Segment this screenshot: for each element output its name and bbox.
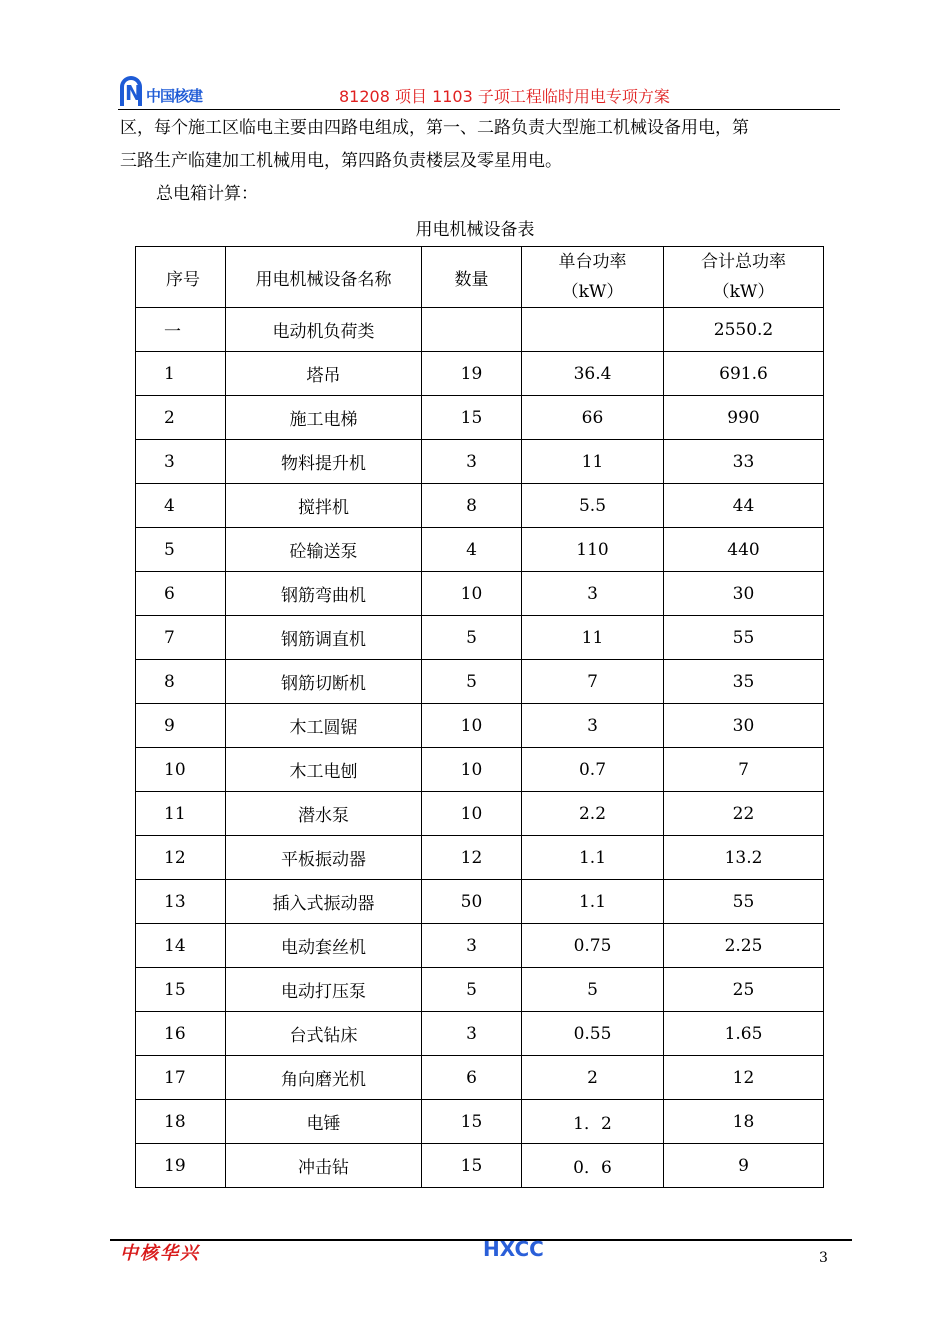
cell-unit-power: 7 xyxy=(522,660,664,704)
cell-total-power: 55 xyxy=(664,616,824,660)
cell-quantity xyxy=(422,308,522,352)
cell-unit-power: 0．6 xyxy=(522,1144,664,1188)
cell-unit-power: 0.7 xyxy=(522,748,664,792)
cell-unit-power: 66 xyxy=(522,396,664,440)
table-row xyxy=(136,968,824,1012)
cell-quantity: 10 xyxy=(422,572,522,616)
header-unit-power-line-1: 单台功率 xyxy=(558,252,627,272)
table-row xyxy=(136,528,824,572)
cell-unit-power: 3 xyxy=(522,704,664,748)
cell-unit-power: 1．2 xyxy=(522,1100,664,1144)
cell-total-power: 13.2 xyxy=(664,836,824,880)
cell-quantity: 10 xyxy=(422,792,522,836)
cell-total-power: 691.6 xyxy=(664,352,824,396)
cell-quantity: 12 xyxy=(422,836,522,880)
cell-seq: 18 xyxy=(136,1100,226,1144)
cell-unit-power xyxy=(522,308,664,352)
cell-quantity: 15 xyxy=(422,1100,522,1144)
table-row xyxy=(136,616,824,660)
cell-equipment-name: 钢筋调直机 xyxy=(226,616,422,660)
table-row xyxy=(136,1100,824,1144)
cell-total-power: 440 xyxy=(664,528,824,572)
cell-seq: 15 xyxy=(136,968,226,1012)
header-equipment-name: 用电机械设备名称 xyxy=(226,247,422,308)
cell-equipment-name: 电动打压泵 xyxy=(226,968,422,1012)
header-unit-power-line-2: （kW） xyxy=(561,282,624,302)
cell-total-power: 30 xyxy=(664,572,824,616)
cell-total-power: 33 xyxy=(664,440,824,484)
cell-total-power: 25 xyxy=(664,968,824,1012)
cell-equipment-name: 电锤 xyxy=(226,1100,422,1144)
cell-seq: 5 xyxy=(136,528,226,572)
body-paragraph-line-1: 区，每个施工区临电主要由四路电组成，第一、二路负责大型施工机械设备用电，第 xyxy=(120,118,749,138)
cell-equipment-name: 木工电刨 xyxy=(226,748,422,792)
cell-seq: 13 xyxy=(136,880,226,924)
cell-unit-power: 0.55 xyxy=(522,1012,664,1056)
cell-unit-power: 1.1 xyxy=(522,880,664,924)
cell-unit-power: 11 xyxy=(522,440,664,484)
table-row xyxy=(136,1012,824,1056)
cell-seq: 3 xyxy=(136,440,226,484)
cell-seq: 1 xyxy=(136,352,226,396)
table-row xyxy=(136,748,824,792)
cell-quantity: 3 xyxy=(422,924,522,968)
cell-quantity: 5 xyxy=(422,660,522,704)
table-row xyxy=(136,1056,824,1100)
header-unit-power xyxy=(522,247,664,308)
cell-unit-power: 11 xyxy=(522,616,664,660)
cell-total-power: 12 xyxy=(664,1056,824,1100)
cell-total-power: 9 xyxy=(664,1144,824,1188)
cell-unit-power: 2.2 xyxy=(522,792,664,836)
cell-equipment-name: 塔吊 xyxy=(226,352,422,396)
logo-mark-icon xyxy=(120,76,142,106)
cell-equipment-name: 木工圆锯 xyxy=(226,704,422,748)
cell-unit-power: 2 xyxy=(522,1056,664,1100)
table-row xyxy=(136,704,824,748)
cell-quantity: 5 xyxy=(422,616,522,660)
cell-quantity: 10 xyxy=(422,704,522,748)
cell-quantity: 4 xyxy=(422,528,522,572)
table-row xyxy=(136,352,824,396)
cell-seq: 11 xyxy=(136,792,226,836)
cell-quantity: 50 xyxy=(422,880,522,924)
table-header-row xyxy=(136,247,824,308)
footer-brand: 中核华兴 xyxy=(120,1243,200,1264)
table-row xyxy=(136,308,824,352)
header-total-power xyxy=(664,247,824,308)
page-number: 3 xyxy=(819,1250,828,1266)
cell-equipment-name: 角向磨光机 xyxy=(226,1056,422,1100)
cell-unit-power: 0.75 xyxy=(522,924,664,968)
cell-quantity: 15 xyxy=(422,1144,522,1188)
cell-equipment-name: 施工电梯 xyxy=(226,396,422,440)
cell-total-power: 18 xyxy=(664,1100,824,1144)
cell-total-power: 30 xyxy=(664,704,824,748)
cell-seq: 17 xyxy=(136,1056,226,1100)
cell-quantity: 15 xyxy=(422,396,522,440)
header-seq: 序号 xyxy=(136,247,226,308)
cell-quantity: 3 xyxy=(422,1012,522,1056)
footer-divider xyxy=(110,1239,852,1241)
cell-seq: 2 xyxy=(136,396,226,440)
table-row xyxy=(136,484,824,528)
cell-seq: 一 xyxy=(136,308,226,352)
table-row xyxy=(136,880,824,924)
cell-equipment-name: 电动套丝机 xyxy=(226,924,422,968)
body-paragraph-line-2: 三路生产临建加工机械用电，第四路负责楼层及零星用电。 xyxy=(120,151,562,171)
company-logo xyxy=(120,74,202,108)
section-label-main-box-calc: 总电箱计算： xyxy=(156,184,258,204)
table-row xyxy=(136,572,824,616)
cell-equipment-name: 物料提升机 xyxy=(226,440,422,484)
cell-unit-power: 5.5 xyxy=(522,484,664,528)
cell-equipment-name: 平板振动器 xyxy=(226,836,422,880)
cell-total-power: 2550.2 xyxy=(664,308,824,352)
cell-quantity: 3 xyxy=(422,440,522,484)
header-quantity: 数量 xyxy=(422,247,522,308)
table-row xyxy=(136,660,824,704)
cell-equipment-name: 钢筋弯曲机 xyxy=(226,572,422,616)
table-row xyxy=(136,396,824,440)
cell-unit-power: 1.1 xyxy=(522,836,664,880)
equipment-table xyxy=(135,246,824,1188)
table-row xyxy=(136,836,824,880)
cell-equipment-name: 潜水泵 xyxy=(226,792,422,836)
cell-unit-power: 110 xyxy=(522,528,664,572)
header-total-power-line-1: 合计总功率 xyxy=(701,252,786,272)
cell-total-power: 22 xyxy=(664,792,824,836)
cell-total-power: 990 xyxy=(664,396,824,440)
cell-quantity: 8 xyxy=(422,484,522,528)
cell-quantity: 10 xyxy=(422,748,522,792)
cell-seq: 4 xyxy=(136,484,226,528)
cell-seq: 19 xyxy=(136,1144,226,1188)
cell-equipment-name: 砼输送泵 xyxy=(226,528,422,572)
logo-text: 中国核建 xyxy=(146,86,203,105)
cell-unit-power: 36.4 xyxy=(522,352,664,396)
cell-equipment-name: 冲击钻 xyxy=(226,1144,422,1188)
cell-total-power: 55 xyxy=(664,880,824,924)
cell-seq: 6 xyxy=(136,572,226,616)
cell-total-power: 35 xyxy=(664,660,824,704)
cell-quantity: 19 xyxy=(422,352,522,396)
cell-total-power: 2.25 xyxy=(664,924,824,968)
document-header-title: 81208 项目 1103 子项工程临时用电专项方案 xyxy=(339,87,670,106)
cell-equipment-name: 插入式振动器 xyxy=(226,880,422,924)
cell-total-power: 7 xyxy=(664,748,824,792)
cell-quantity: 5 xyxy=(422,968,522,1012)
cell-quantity: 6 xyxy=(422,1056,522,1100)
table-row xyxy=(136,1144,824,1188)
cell-equipment-name: 搅拌机 xyxy=(226,484,422,528)
cell-unit-power: 5 xyxy=(522,968,664,1012)
cell-equipment-name: 钢筋切断机 xyxy=(226,660,422,704)
table-row xyxy=(136,440,824,484)
cell-total-power: 44 xyxy=(664,484,824,528)
cell-seq: 9 xyxy=(136,704,226,748)
cell-equipment-name: 电动机负荷类 xyxy=(226,308,422,352)
header-divider xyxy=(118,109,840,110)
cell-seq: 16 xyxy=(136,1012,226,1056)
cell-seq: 7 xyxy=(136,616,226,660)
table-row xyxy=(136,924,824,968)
footer-center-mark: HXCC xyxy=(483,1237,544,1261)
cell-total-power: 1.65 xyxy=(664,1012,824,1056)
table-caption: 用电机械设备表 xyxy=(415,220,535,240)
cell-equipment-name: 台式钻床 xyxy=(226,1012,422,1056)
cell-seq: 10 xyxy=(136,748,226,792)
header-total-power-line-2: （kW） xyxy=(712,282,775,302)
logo-letter: N xyxy=(125,81,142,105)
cell-seq: 14 xyxy=(136,924,226,968)
cell-unit-power: 3 xyxy=(522,572,664,616)
cell-seq: 8 xyxy=(136,660,226,704)
table-row xyxy=(136,792,824,836)
cell-seq: 12 xyxy=(136,836,226,880)
